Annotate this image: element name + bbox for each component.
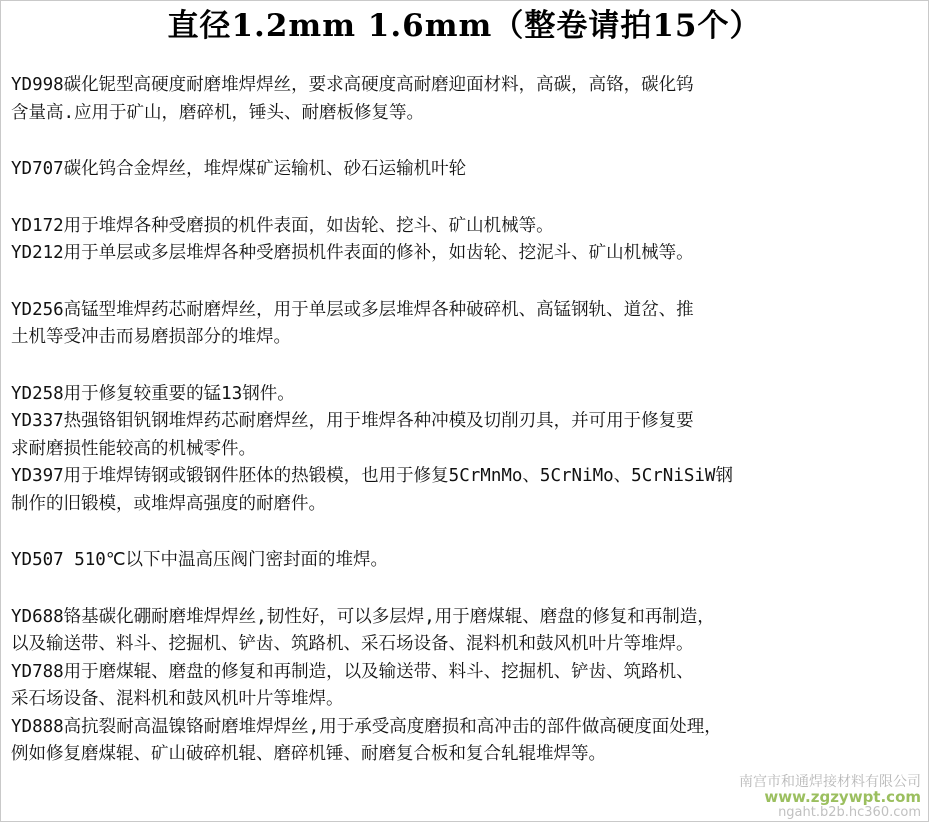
paragraph-yd998 [11, 72, 921, 127]
product-description [11, 72, 921, 769]
text-line: YD998碳化铌型高硬度耐磨堆焊焊丝，要求高硬度高耐磨迎面材料，高碳，高铬，碳化钨 [11, 75, 694, 95]
text-line: 制作的旧锻模，或堆焊高强度的耐磨件。 [11, 493, 326, 514]
paragraph-gap [11, 127, 921, 156]
paragraph-yd707 [11, 156, 921, 184]
text-line: 例如修复磨煤辊、矿山破碎机辊、磨碎机锤、耐磨复合板和复合轧辊堆焊等。 [11, 744, 606, 764]
text-line: YD688铬基碳化硼耐磨堆焊焊丝,韧性好，可以多层焊,用于磨煤辊、磨盘的修复和再制造， [11, 606, 715, 627]
text-line: YD337热强铬钼钒钢堆焊药芯耐磨焊丝，用于堆焊各种冲模及切削刃具，并可用于修复要 [11, 411, 694, 431]
text-line: YD258用于修复较重要的锰13钢件。 [11, 383, 295, 404]
paragraph-gap [11, 184, 921, 213]
watermark-site-grey: ngaht.b2b.hc360.com [778, 805, 921, 820]
text-line: YD788用于磨煤辊、磨盘的修复和再制造，以及输送带、料斗、挖掘机、铲齿、筑路机、 [11, 661, 694, 682]
text-line: YD212用于单层或多层堆焊各种受磨损机件表面的修补，如齿轮、挖泥斗、矿山机械等。 [11, 243, 694, 263]
paragraph-gap [11, 268, 921, 297]
text-line: YD256高锰型堆焊药芯耐磨焊丝，用于单层或多层堆焊各种破碎机、高锰钢轨、道岔、推 [11, 299, 694, 320]
text-line: YD172用于堆焊各种受磨损的机件表面，如齿轮、挖斗、矿山机械等。 [11, 215, 554, 236]
text-line: 以及输送带、料斗、挖掘机、铲齿、筑路机、采石场设备、混料机和鼓风机叶片等堆焊。 [11, 634, 694, 654]
text-line: 土机等受冲击而易磨损部分的堆焊。 [11, 327, 291, 347]
text-line: 求耐磨损性能较高的机械零件。 [11, 438, 256, 459]
paragraph-gap [11, 518, 921, 547]
paragraph-yd507 [11, 547, 921, 575]
text-line: YD707碳化钨合金焊丝，堆焊煤矿运输机、砂石运输机叶轮 [11, 159, 467, 179]
text-line: YD888高抗裂耐高温镍铬耐磨堆焊焊丝,用于承受高度磨损和高冲击的部件做高硬度面处理， [11, 716, 722, 737]
paragraph-yd688-yd788-yd888 [11, 604, 921, 769]
watermark-site-green: www.zgzywpt.com [764, 788, 921, 806]
paragraph-gap [11, 352, 921, 381]
text-line: YD397用于堆焊铸钢或锻钢件胚体的热锻模，也用于修复5CrMnMo、5CrNiMo、5CrNiSiW钢 [11, 466, 733, 486]
paragraph-yd258-yd337-yd397 [11, 381, 921, 519]
page-title: 直径1.2mm 1.6mm（整卷请拍15个） [167, 8, 762, 44]
text-line: 含量高.应用于矿山，磨碎机，锤头、耐磨板修复等。 [11, 102, 425, 123]
paragraph-yd256 [11, 297, 921, 352]
text-line: YD507 510℃以下中温高压阀门密封面的堆焊。 [11, 550, 388, 570]
paragraph-yd172-yd212 [11, 213, 921, 268]
watermark-company: 南宫市和通焊接材料有限公司 [739, 774, 921, 790]
text-line: 采石场设备、混料机和鼓风机叶片等堆焊。 [11, 689, 344, 709]
paragraph-gap [11, 575, 921, 604]
